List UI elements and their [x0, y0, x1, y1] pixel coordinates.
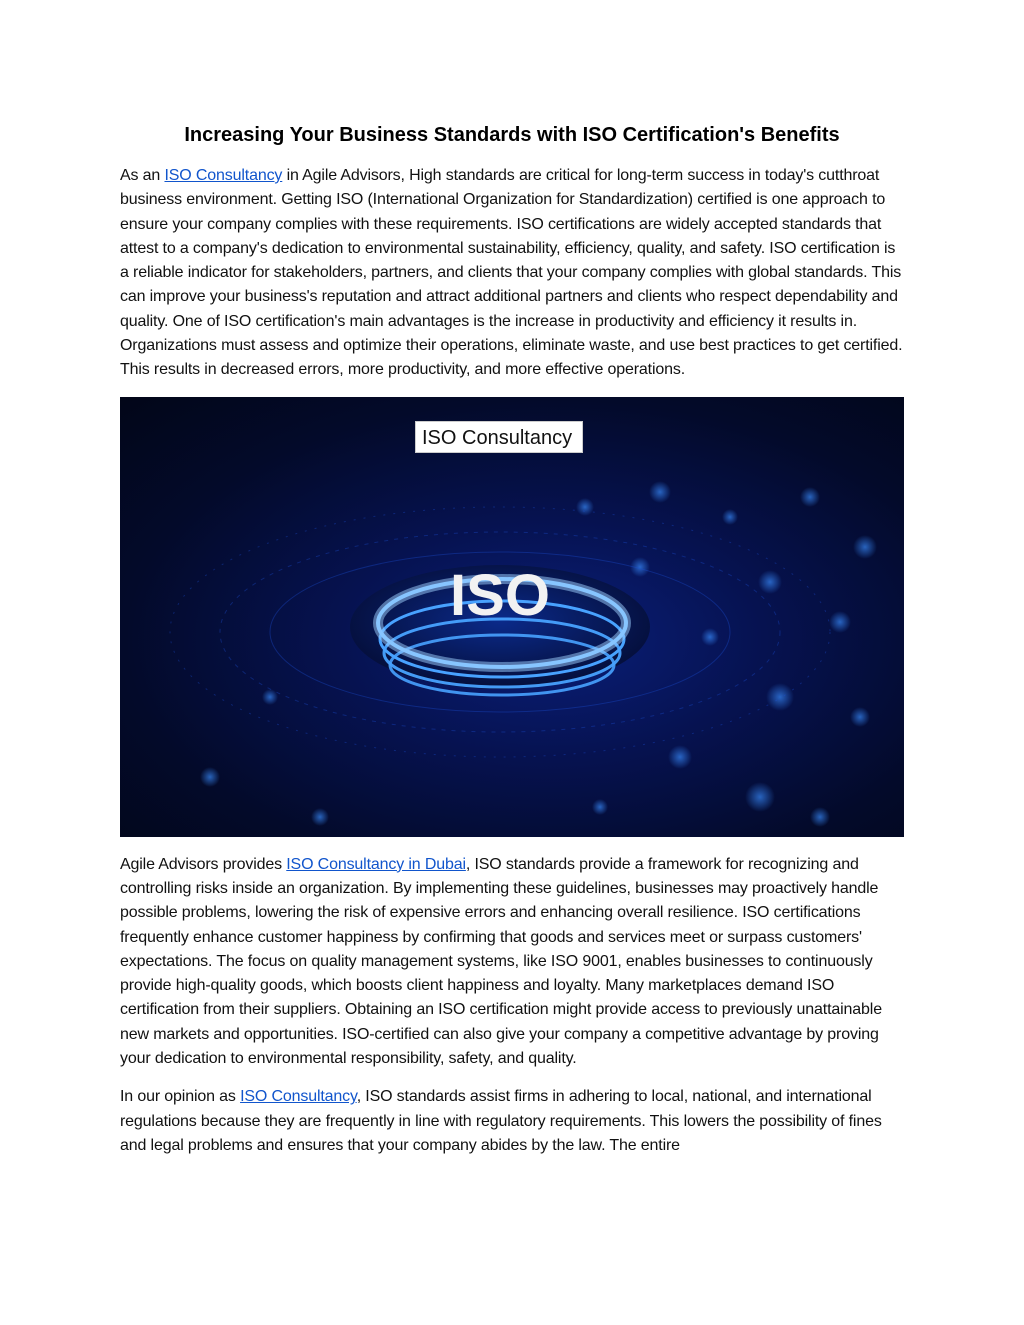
iso-hero-image: [120, 397, 904, 837]
body-paragraph-2: [120, 853, 904, 1072]
paragraph3-prefix: In our opinion as: [120, 1088, 241, 1106]
paragraph2-text: , ISO standards provide a framework for recognizing and controlling risks inside an organization. By implementing these guidelines, businesses may proactively handle possible problems, lowering the risk of expensive errors and enhancing overall resilience. ISO certifications frequently enhance customer happiness by confirming that goods and services meet or surpass customers' expectations. The focus on quality management systems, like ISO 9001, enables businesses to continuously provide high-quality goods, which boosts client happiness and loyalty. Many marketplaces demand ISO certification from their suppliers. Obtaining an ISO certification might provide access to previously unattainable new markets and opportunities. ISO-certified can also give your company a competitive advantage by proving your dedication to environmental responsibility, safety, and quality.: [120, 855, 882, 1068]
intro-prefix: As an: [120, 167, 165, 184]
iso-consultancy-link-2[interactable]: ISO Consultancy: [240, 1088, 357, 1106]
iso-emblem-text: ISO: [450, 562, 550, 628]
page-title: Increasing Your Business Standards with ISO Certification's Benefits: [184, 124, 840, 146]
document-page: [120, 120, 904, 1158]
iso-consultancy-link[interactable]: ISO Consultancy: [164, 167, 283, 184]
intro-text: in Agile Advisors, High standards are critical for long-term success in today's cutthroat business environment. Getting ISO (International Organization for Standardization) certified is one approach to ensure your company complies with these requirements. ISO certifications are widely accepted standards that attest to a company's dedication to environmental sustainability, efficiency, quality, and safety. ISO certification is a reliable indicator for stakeholders, partners, and clients that your company complies with global standards. This can improve your business's reputation and attract additional partners and clients who respect dependability and quality. One of ISO certification's main advantages is the increase in productivity and efficiency it results in. Organizations must assess and optimize their operations, eliminate waste, and use best practices to get certified. This results in decreased errors, more productivity, and more effective operations.: [120, 167, 903, 379]
paragraph2-prefix: Agile Advisors provides: [120, 855, 287, 873]
body-paragraph-3: [120, 1085, 904, 1158]
intro-paragraph: [120, 164, 904, 383]
iso-emblem-graphic: [120, 397, 904, 837]
iso-consultancy-label: ISO Consultancy: [415, 421, 583, 453]
iso-consultancy-dubai-link[interactable]: ISO Consultancy in Dubai: [286, 855, 466, 873]
paragraph3-text: , ISO standards assist firms in adhering to local, national, and international regulations because they are frequently in line with regulatory requirements. This lowers the possibility of fines and legal problems and ensures that your company abides by the law. The entire: [120, 1088, 882, 1154]
